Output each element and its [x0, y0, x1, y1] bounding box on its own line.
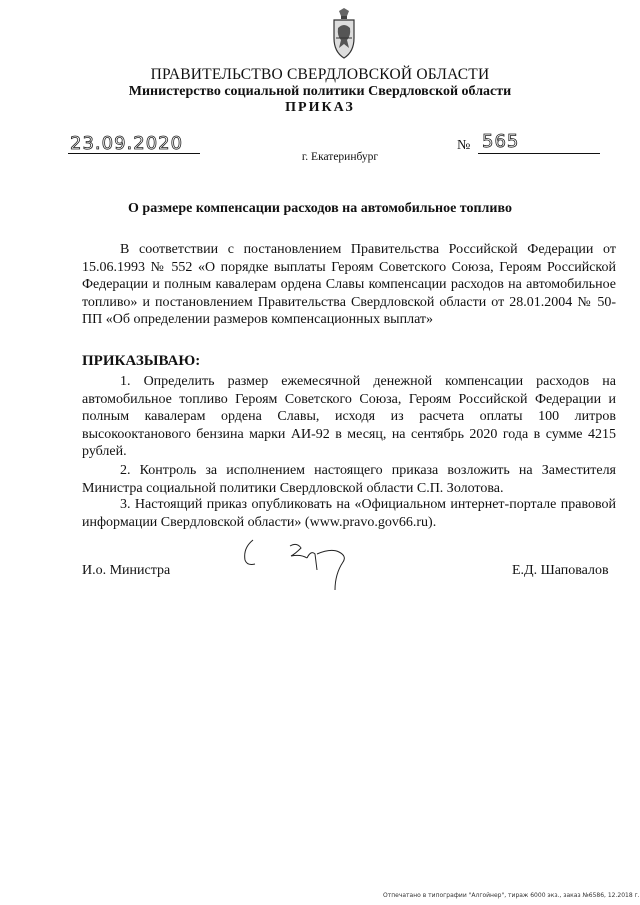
document-title: О размере компенсации расходов на автомобильное топливо	[128, 201, 512, 216]
order-item-3: 3. Настоящий приказ опубликовать на «Официальном интернет-портале правовой информации Свердловской области» (www.pravo.gov66.ru).	[82, 497, 616, 530]
preamble-paragraph: В соответствии с постановлением Правительства Российской Федерации от 15.06.1993 № 552 «О порядке выплаты Героям Советского Союза, Героям Российской Федерации и полным кавалерам ордена Славы компенсации расходов на автомобильное топливо» и постановлением Правительства Свердловской области от 28.01.2004 № 50-ПП «Об определении размеров компенсационных выплат»	[82, 242, 616, 327]
number-sign: №	[457, 138, 471, 153]
document-type: ПРИКАЗ	[285, 100, 355, 115]
signatory-position: И.о. Министра	[82, 563, 171, 578]
city: г. Екатеринбург	[301, 151, 379, 163]
signatory-name: Е.Д. Шаповалов	[512, 563, 609, 578]
handwritten-signature	[235, 532, 365, 592]
order-item-1: 1. Определить размер ежемесячной денежной компенсации расходов на автомобильное топливо Героям Советского Союза, Героям Российской Федерации и полным кавалерам ордена Славы, исходя из расчета оплаты 100 литров высокооктанового бензина марки АИ-92 в месяц, на сентябрь 2020 года в сумме 4215 рублей.	[82, 374, 616, 459]
order-item-2: 2. Контроль за исполнением настоящего приказа возложить на Заместителя Министра социальной политики Свердловской области С.П. Золотова.	[82, 463, 616, 496]
print-footer: Отпечатано в типографии "Алгойнер", тираж 6000 экз., заказ №6586, 12.2018 г.	[383, 892, 640, 899]
order-number: 565	[482, 131, 520, 152]
coat-of-arms-emblem	[329, 8, 359, 60]
ministry-name: Министерство социальной политики Свердловской области	[128, 84, 512, 99]
order-word: ПРИКАЗЫВАЮ:	[82, 353, 201, 369]
order-date: 23.09.2020	[70, 133, 184, 154]
government-name: ПРАВИТЕЛЬСТВО СВЕРДЛОВСКОЙ ОБЛАСТИ	[150, 66, 490, 83]
